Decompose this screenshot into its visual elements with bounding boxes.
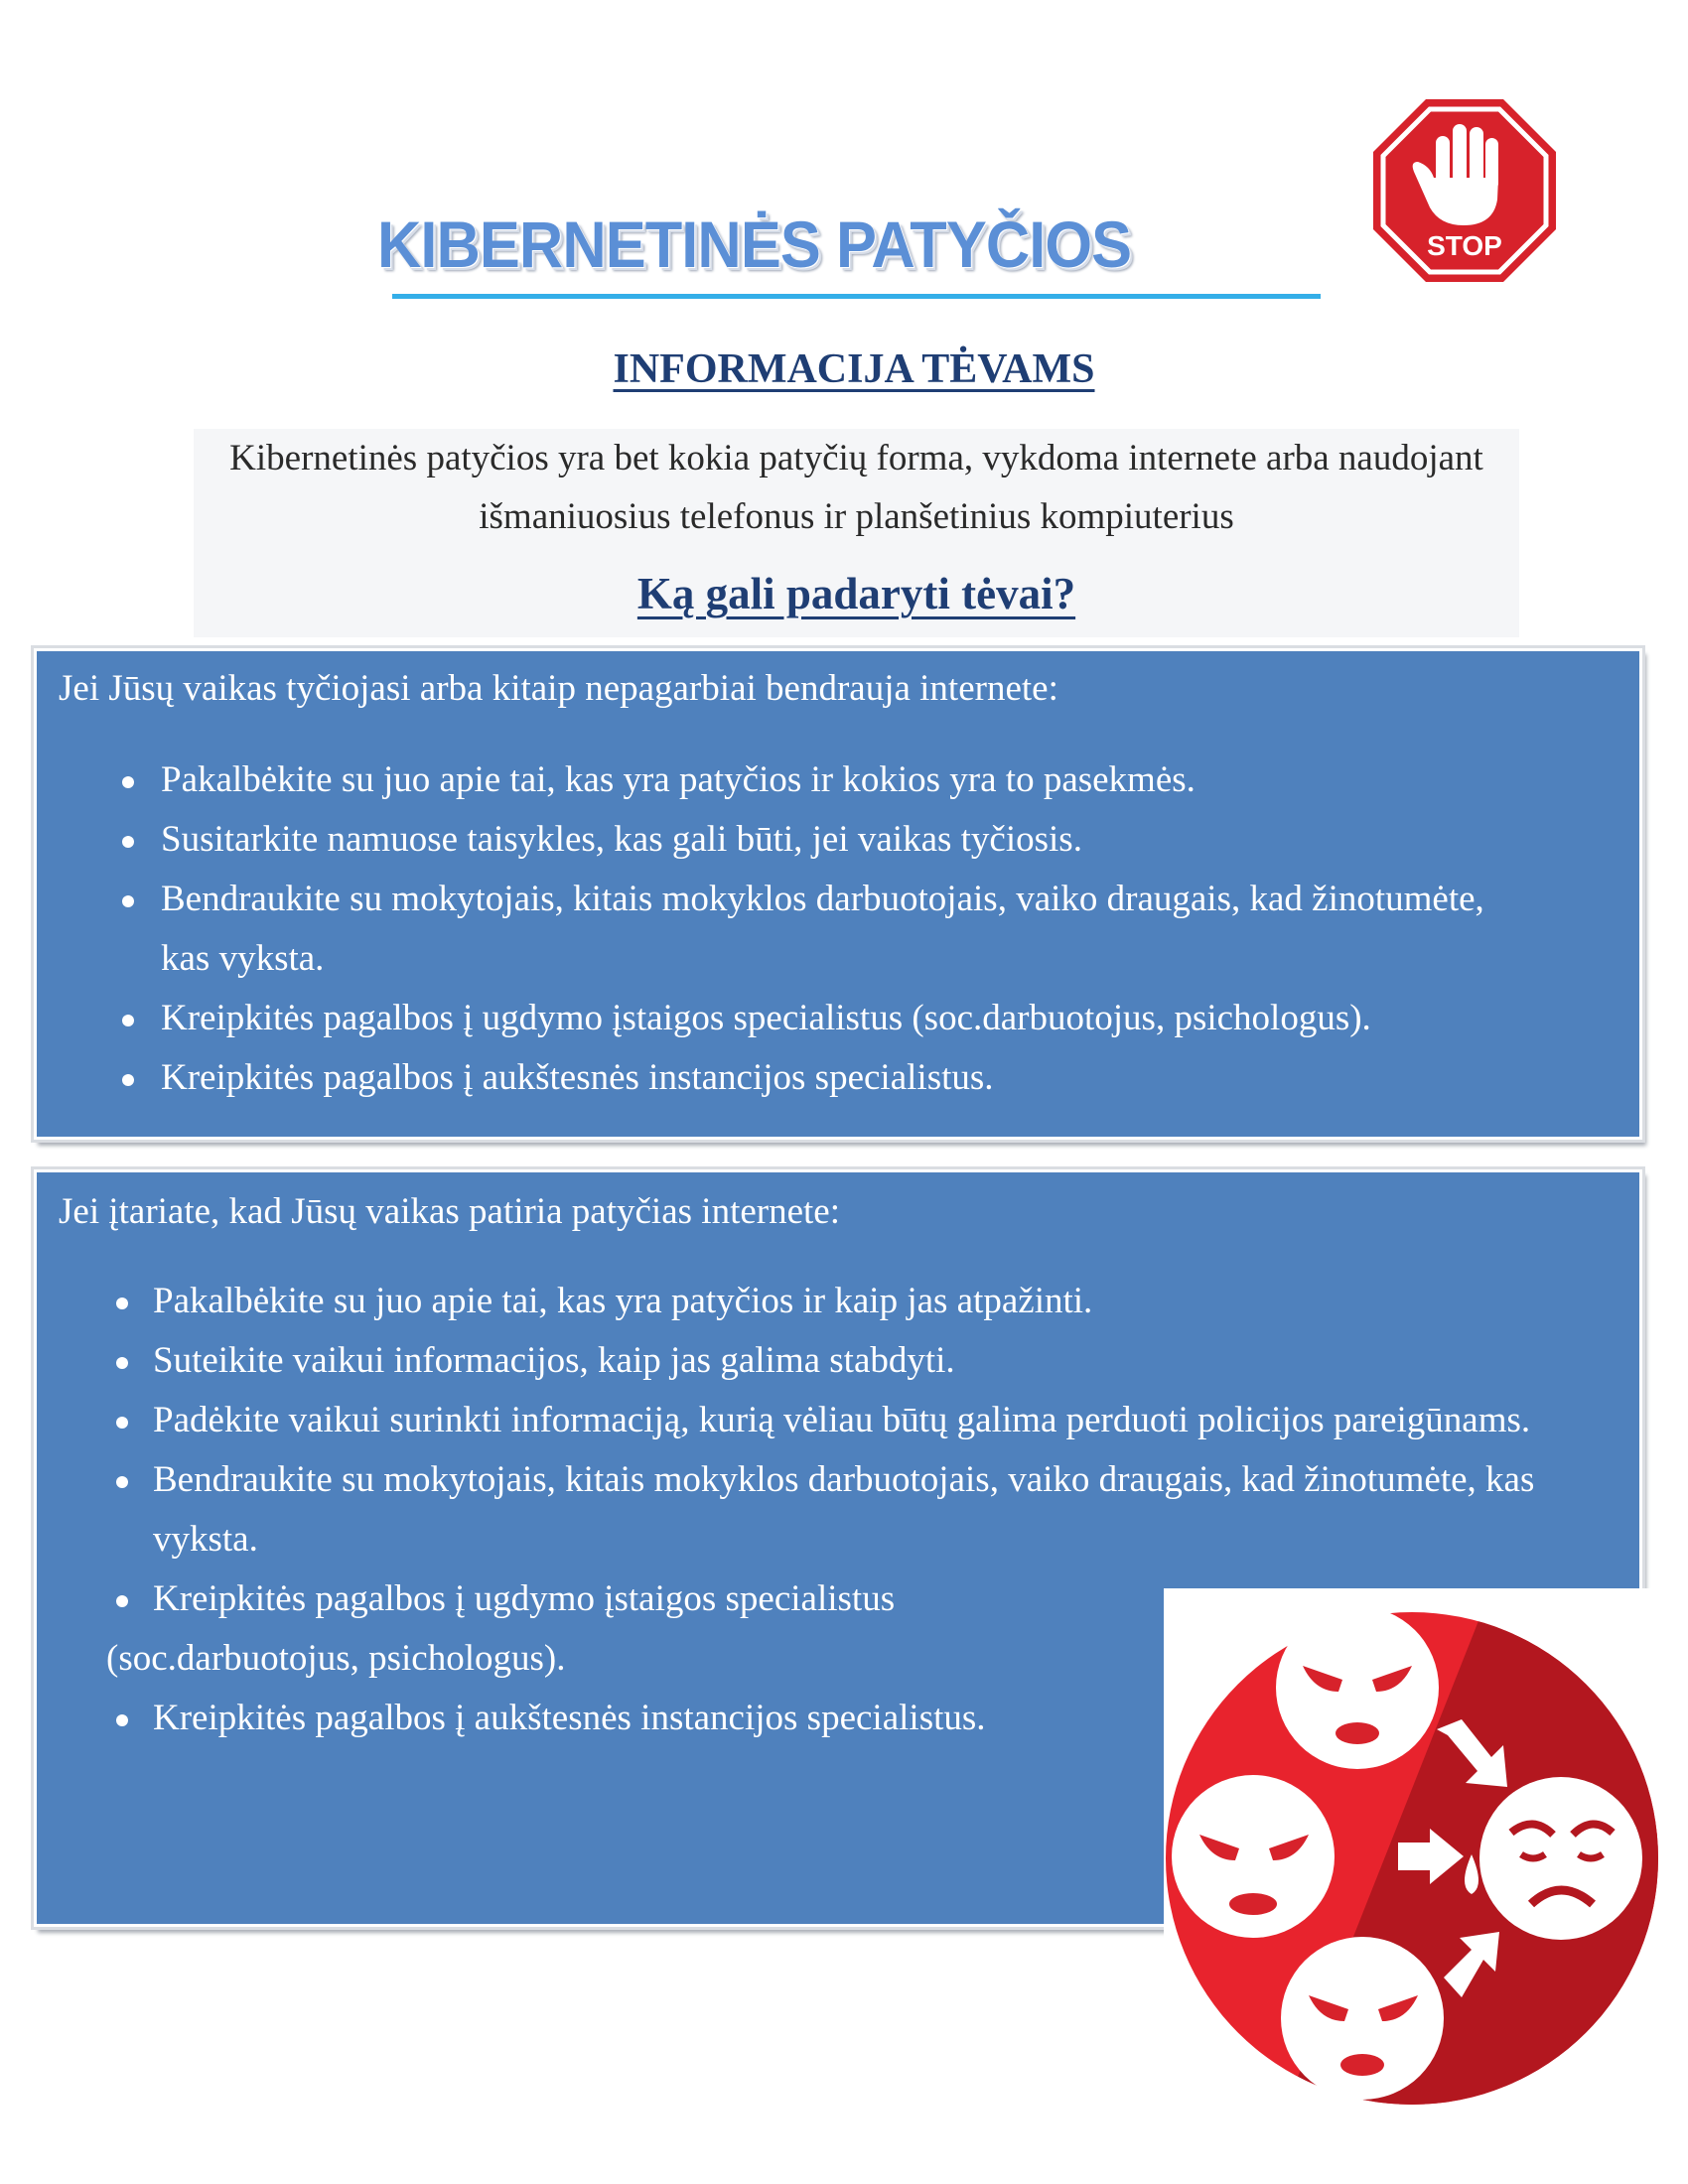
intro-text: Kibernetinės patyčios yra bet kokia patyčių forma, vykdoma internete arba naudojant išmaniuosius telefonus ir planšetinius kompiuterius bbox=[229, 438, 1483, 537]
angry-face-icon bbox=[1172, 1775, 1335, 1938]
list-item-text: Susitarkite namuose taisykles, kas gali būti, jei vaikas tyčiosis. bbox=[161, 819, 1082, 860]
page-title: KIBERNETINĖS PATYČIOS bbox=[377, 207, 1132, 281]
angry-face-icon bbox=[1276, 1606, 1439, 1769]
question-text: Ką gali padaryti tėvai? bbox=[636, 569, 1076, 618]
bullying-illustration bbox=[1164, 1588, 1660, 2115]
list-item-text-continued: (soc.darbuotojus, psichologus). bbox=[106, 1638, 566, 1679]
title-underline bbox=[392, 294, 1321, 299]
list-item-text: Padėkite vaikui surinkti informaciją, kurią vėliau būtų galima perduoti policijos pareigūnams. bbox=[153, 1400, 1531, 1440]
sad-face-icon bbox=[1479, 1777, 1642, 1940]
list-item bbox=[37, 810, 1625, 870]
bullet-icon bbox=[122, 1015, 134, 1026]
list-item bbox=[37, 1450, 1583, 1570]
list-item-text: Pakalbėkite su juo apie tai, kas yra patyčios ir kokios yra to pasekmės. bbox=[161, 759, 1196, 800]
stop-sign-icon bbox=[1370, 96, 1559, 285]
list-item-text: Kreipkitės pagalbos į aukštesnės instancijos specialistus. bbox=[161, 1057, 994, 1098]
list-item-text: Bendraukite su mokytojais, kitais mokyklos darbuotojais, vaiko draugais, kad žinotumėte, kas vyksta. bbox=[161, 879, 1484, 979]
bullet-icon bbox=[116, 1417, 128, 1429]
list-item bbox=[37, 1272, 1586, 1331]
bullet-icon bbox=[122, 1074, 134, 1086]
section-question bbox=[194, 568, 1519, 619]
list-item bbox=[37, 751, 1625, 810]
list-item bbox=[37, 989, 1625, 1048]
panel-heading: Jei Jūsų vaikas tyčiojasi arba kitaip nepagarbiai bendrauja internete: bbox=[59, 668, 1058, 709]
bullet-icon bbox=[116, 1297, 128, 1309]
list-item bbox=[37, 1048, 1625, 1108]
bullet-icon bbox=[116, 1476, 128, 1488]
list-item-text: Suteikite vaikui informacijos, kaip jas galima stabdyti. bbox=[153, 1340, 955, 1381]
list-item-text: Kreipkitės pagalbos į ugdymo įstaigos specialistus (soc.darbuotojus, psichologus). bbox=[161, 998, 1371, 1038]
bullet-icon bbox=[122, 776, 134, 788]
bullet-icon bbox=[122, 895, 134, 907]
subtitle-text: INFORMACIJA TĖVAMS bbox=[613, 346, 1095, 392]
list-item bbox=[37, 1391, 1583, 1450]
list-item-text: Bendraukite su mokytojais, kitais mokyklos darbuotojais, vaiko draugais, kad žinotumėte, kas vyksta. bbox=[153, 1459, 1535, 1560]
list-item bbox=[37, 870, 1521, 989]
list-item-text: Pakalbėkite su juo apie tai, kas yra patyčios ir kaip jas atpažinti. bbox=[153, 1281, 1093, 1321]
bullet-icon bbox=[116, 1595, 128, 1607]
subtitle bbox=[0, 345, 1688, 393]
bullet-icon bbox=[116, 1357, 128, 1369]
stop-sign-label: STOP bbox=[1427, 230, 1502, 261]
angry-face-icon bbox=[1281, 1937, 1444, 2100]
list-item-text: Kreipkitės pagalbos į ugdymo įstaigos specialistus bbox=[153, 1578, 896, 1619]
advice-list bbox=[37, 751, 1625, 1108]
bullet-icon bbox=[122, 836, 134, 848]
panel-bully-child bbox=[34, 648, 1642, 1140]
list-item-text: Kreipkitės pagalbos į aukštesnės instancijos specialistus. bbox=[153, 1698, 986, 1738]
bullet-icon bbox=[116, 1714, 128, 1726]
list-item bbox=[37, 1331, 1586, 1391]
panel-heading: Jei įtariate, kad Jūsų vaikas patiria patyčias internete: bbox=[59, 1191, 840, 1232]
